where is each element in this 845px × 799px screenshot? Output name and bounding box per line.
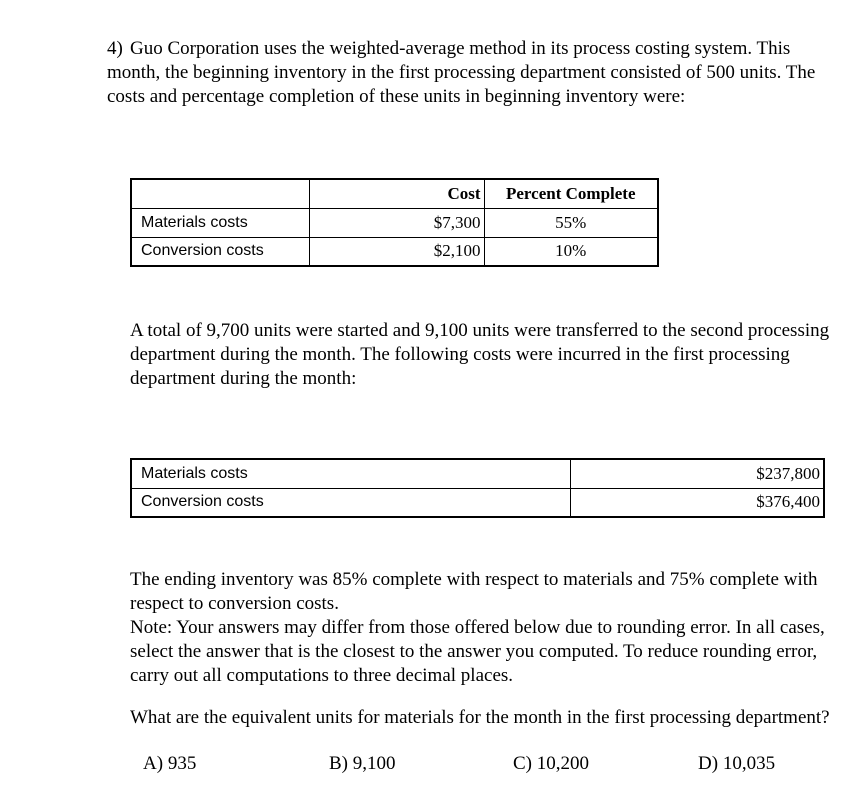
row-value: $237,800 (570, 459, 824, 488)
row-label: Conversion costs (131, 237, 309, 266)
table-row (131, 459, 824, 488)
row-percent: 10% (484, 237, 658, 266)
ending-and-note (130, 568, 830, 688)
table-row (131, 237, 658, 266)
answer-c[interactable] (513, 752, 589, 776)
answer-letter: A) (143, 753, 164, 774)
row-cost: $2,100 (309, 237, 484, 266)
question-prompt: What are the equivalent units for materials for the month in the first processing department? (130, 707, 830, 728)
row-value: $376,400 (570, 488, 824, 517)
row-cost: $7,300 (309, 208, 484, 237)
ending-paragraph: The ending inventory was 85% complete with respect to materials and 75% complete with respect to conversion costs. (130, 569, 818, 614)
costs-incurred-table (130, 458, 825, 518)
answer-letter: D) (698, 753, 719, 774)
answer-value: 935 (167, 753, 197, 774)
answer-d[interactable] (698, 752, 775, 776)
row-label: Materials costs (131, 459, 570, 488)
header-empty-cell (131, 179, 309, 208)
answer-value: 9,100 (352, 753, 396, 774)
table-row (131, 488, 824, 517)
row-label: Conversion costs (131, 488, 570, 517)
answer-letter: C) (513, 753, 532, 774)
answer-value: 10,200 (536, 753, 589, 774)
row-label: Materials costs (131, 208, 309, 237)
note-paragraph: Note: Your answers may differ from those offered below due to rounding error. In all cases, select the answer that is the closest to the answer you computed. To reduce rounding error, carry out all computations to three decimal places. (130, 617, 825, 686)
header-cost: Cost (309, 179, 484, 208)
question-number: 4) (107, 38, 123, 59)
table-header-row (131, 179, 658, 208)
answer-a[interactable] (143, 752, 196, 776)
table-row (131, 208, 658, 237)
header-percent-complete: Percent Complete (484, 179, 658, 208)
answer-value: 10,035 (722, 753, 776, 774)
answer-letter: B) (329, 753, 348, 774)
answer-b[interactable] (329, 752, 396, 776)
middle-paragraph: A total of 9,700 units were started and 9,100 units were transferred to the second processing department during the month. The following costs were incurred in the first processing department during the month: (130, 320, 830, 389)
row-percent: 55% (484, 208, 658, 237)
beginning-inventory-table (130, 178, 659, 267)
question-intro (107, 37, 837, 109)
question-intro-text: Guo Corporation uses the weighted-average method in its process costing system. This month, the beginning inventory in the first processing department consisted of 500 units. The costs and percentage completion of these units in beginning inventory were: (107, 38, 816, 107)
